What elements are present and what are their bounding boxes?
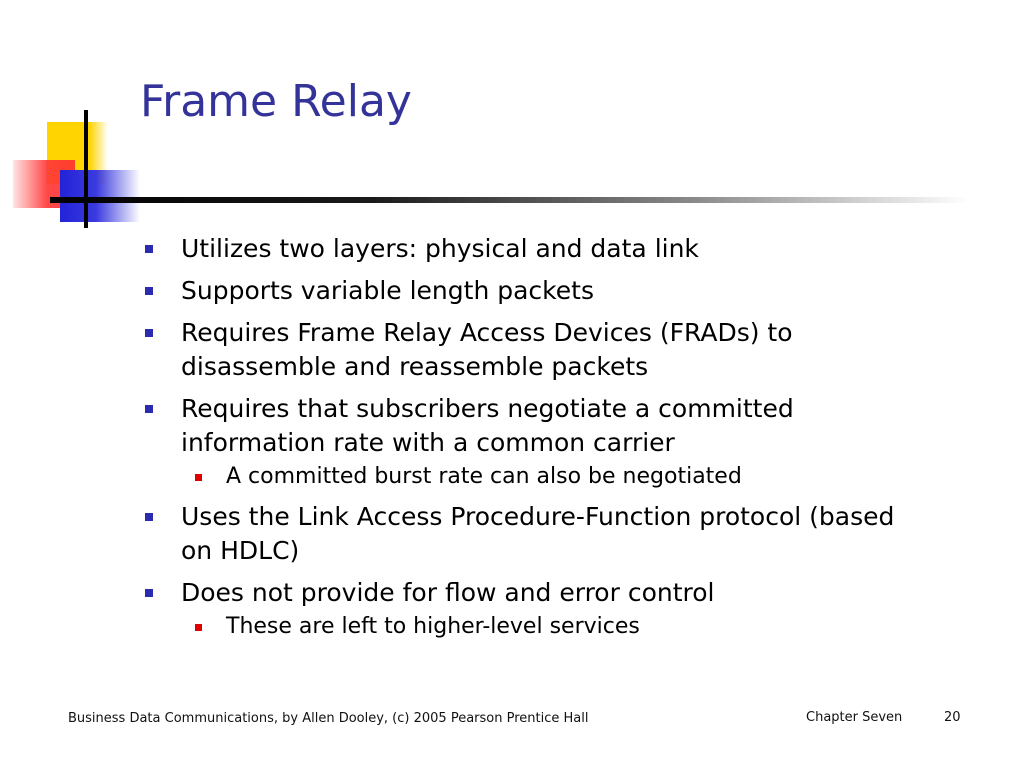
bullet-item: Supports variable length packets <box>145 274 905 308</box>
slide-logo-decoration <box>0 0 160 240</box>
bullet-item: Uses the Link Access Procedure-Function protocol (based on HDLC) <box>145 500 905 568</box>
sub-bullet-item: These are left to higher-level services <box>195 612 905 642</box>
bullet-item: Requires Frame Relay Access Devices (FRADs) to disassemble and reassemble packets <box>145 316 905 384</box>
vertical-line-decoration <box>84 110 88 228</box>
bullet-item: Utilizes two layers: physical and data link <box>145 232 905 266</box>
bullet-item: Does not provide for flow and error control <box>145 576 905 610</box>
footer-source: Business Data Communications, by Allen Dooley, (c) 2005 Pearson Prentice Hall <box>68 711 589 726</box>
title-underline <box>50 197 970 203</box>
bullet-list <box>145 232 905 650</box>
page-number: 20 <box>944 710 961 725</box>
footer-chapter: Chapter Seven <box>806 710 903 725</box>
blue-square-decoration <box>60 170 140 222</box>
bullet-item: Requires that subscribers negotiate a committed information rate with a common carrier <box>145 392 905 460</box>
slide-title: Frame Relay <box>140 76 412 127</box>
sub-bullet-item: A committed burst rate can also be negotiated <box>195 462 905 492</box>
